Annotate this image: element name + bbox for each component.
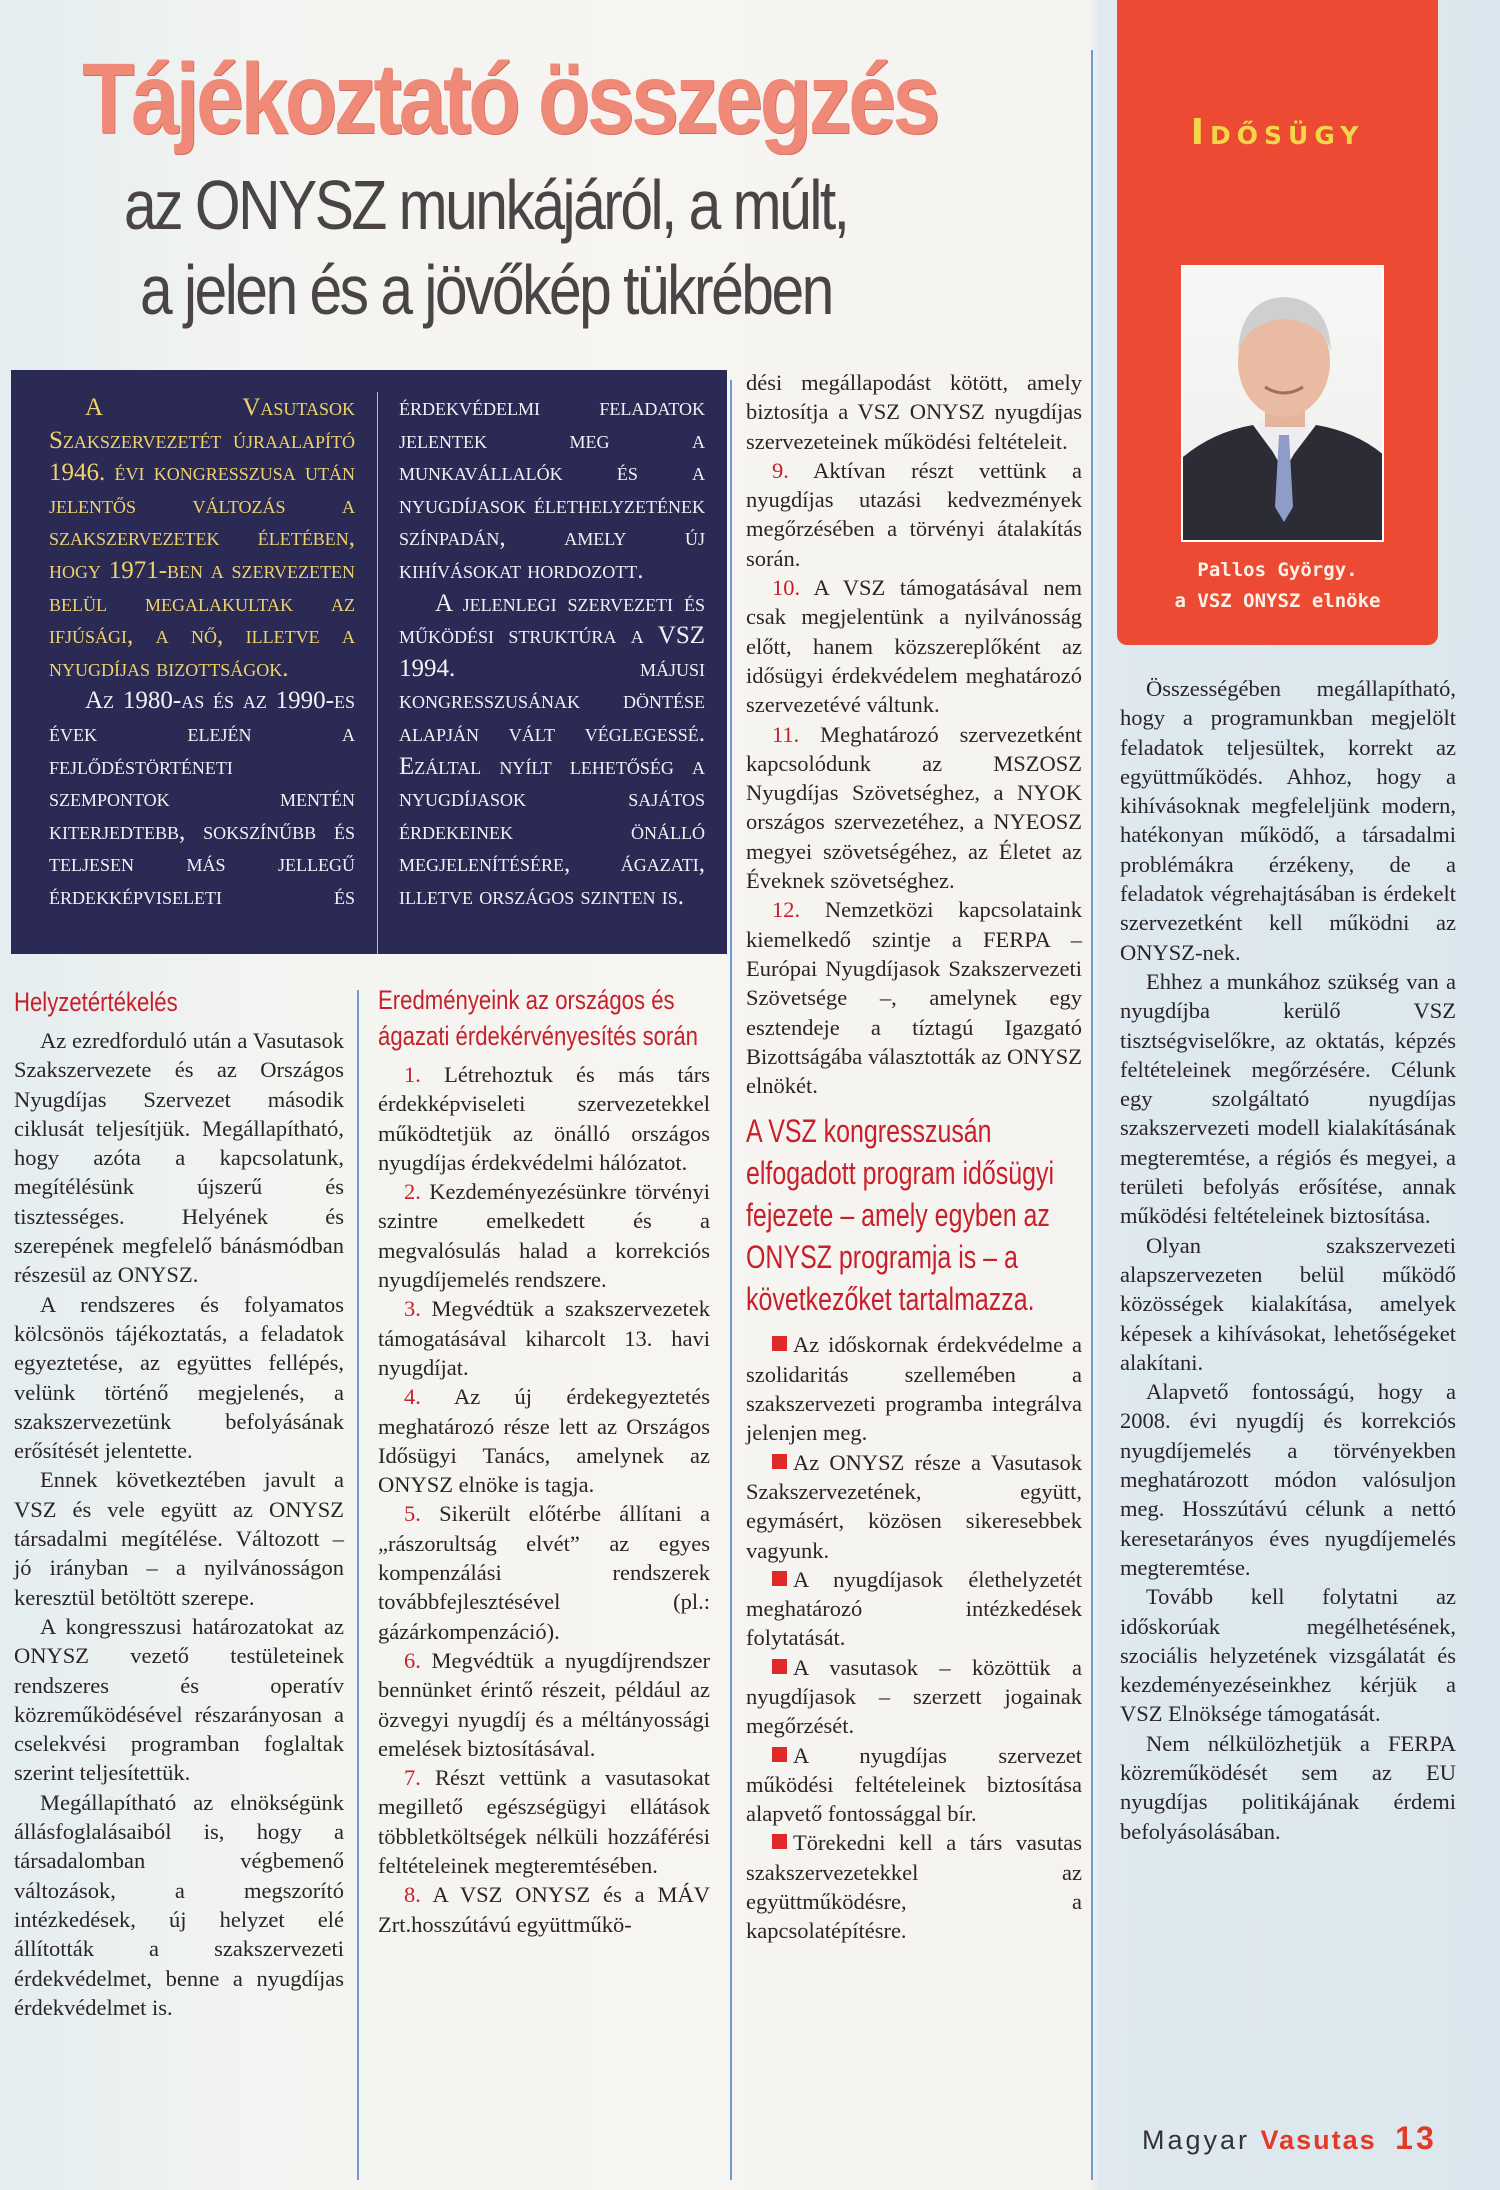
photo-caption [1117,555,1438,617]
list-item [746,720,1082,896]
item-number: 7. [404,1765,421,1791]
square-bullet-icon [772,1336,787,1351]
page-footer [1142,2120,1437,2157]
list-item [378,1880,710,1939]
list-item [746,573,1082,719]
magazine-name-prefix: Magyar [1142,2125,1251,2155]
item-text: Nemzetközi kapcsolataink kiemelkedő szintje a FERPA – Európai Nyugdíjasok Szakszervezeti Szövetsége –, amelynek egy esztendeje a tíztagú Igazgató Bizottságába választották az ONYSZ elnökét. [746,897,1082,1099]
intro-paragraph: A jelenlegi szervezeti és működési struktúra a VSZ 1994. májusi kongresszusának döntése alapján vált véglegessé. Ezáltal nyílt lehetőség a nyugdíjasok sajátos érdekeinek önálló megjelenítésére, ágazati, illetve országos szinten is. [399,589,705,910]
item-text: Megvédtük a nyugdíjrendszer bennünket érintő részeit, például az özvegyi nyugdíj és a méltányossági emelések biztosításával. [378,1647,711,1761]
item-text: Részt vettünk a vasutasokat megillető egészségügyi ellátások többletköltségek nélküli hozzáférési feltételeinek megteremtésében. [378,1765,710,1879]
caption-name: Pallos György. [1197,559,1358,581]
section-heading: Eredményeink az országos és ágazati érdekérvényesítés során [378,985,698,1051]
page-number: 13 [1395,2120,1437,2156]
paragraph: Olyan szakszervezeti alapszervezeten belül működő közösségek kialakítása, amelyek képesek a kihívásokat, lehetőségeket alakítani. [1120,1232,1456,1375]
list-item [378,1382,710,1499]
bullet-text: Az időskornak érdekvédelme a szolidaritás szellemében a szakszervezeti programba integrálva jelenjen meg. [746,1332,1082,1446]
item-text: A VSZ ONYSZ és a MÁV Zrt.hosszútávú együttműkö- [378,1882,711,1937]
item-text: Az új érdekegyeztetés meghatározó része lett az Országos Idősügyi Tanács, amelynek az ONYSZ elnöke is tagja. [378,1384,710,1498]
sidebar-rubric-box [1117,0,1438,645]
item-text: Létrehoztuk és más társ érdekképviseleti szervezetekkel működtetjük az önálló országos nyugdíjas érdekvédelmi hálózatot. [378,1062,711,1175]
paragraph: A kongresszusi határozatokat az ONYSZ vezető testületeinek rendszeres és operatív közreműködésével részarányosan a cselekvési programban foglaltak szerint teljesítettük. [14,1613,344,1786]
list-item [378,1646,710,1763]
column-2 [378,982,710,1939]
list-item [378,1499,710,1645]
item-text: A VSZ támogatásával nem csak megjelentünk a nyilvánosság előtt, hanem közszereplőként az idősügyi érdekvédelem meghatározó szervezetévé váltunk. [746,575,1082,718]
bullet-item [746,1448,1082,1565]
intro-paragraph: A Vasutasok Szakszervezetét újraalapító 1946. évi kongresszusa után jelentős változás a szakszervezetek életében, hogy 1971-ben a szervezeten belül megalakultak az ifjúsági, a nő, illetve a nyugdíjas bizottságok. [49,394,355,682]
article-title: Tájékoztató összegzés [82,43,937,155]
paragraph: Ennek következtében javult a VSZ és vele együtt az ONYSZ társadalmi megítélése. Változott – jó irányban – a nyilvánosságon keresztül betöltött szerepe. [14,1467,344,1610]
program-heading: A VSZ kongresszusán elfogadott program idősügyi fejezete – amely egyben az ONYSZ programja is – a következőket tartalmazza. [746,1113,1055,1318]
square-bullet-icon [772,1747,787,1762]
item-number: 6. [404,1647,421,1673]
bullet-item [746,1828,1082,1945]
bullet-text: A nyugdíjas szervezet működési feltételeinek biztosítása alapvető fontossággal bír. [746,1742,1082,1827]
list-item [378,1060,710,1177]
item-number: 1. [404,1062,421,1087]
bullet-item [746,1741,1082,1829]
paragraph: Tovább kell folytatni az időskorúak megélhetésének, szociális helyzetének vizsgálatát és kezdeményezéseinkhez kérjük a VSZ Elnöksége támogatását. [1120,1584,1456,1727]
column-divider [730,380,732,2180]
item-text: Meghatározó szervezetként kapcsolódunk az MSZOSZ Nyugdíjas Szövetséghez, a NYOK országos szervezetéhez, a NYEOSZ megyei szövetségéhez, az Életet az Éveknek szövetséghez. [746,721,1082,894]
paragraph: Összességében megállapítható, hogy a programunkban megjelölt feladatok teljesültek, korrekt az együttműködés. Ahhoz, hogy a kihívásoknak megfeleljünk modern, hatékonyan működő, a társadalmi problémákra érzékeny, de a feladatok végrehajtásában is érdekelt szervezetként kell működni az ONYSZ-nek. [1120,676,1456,965]
paragraph: Ehhez a munkához szükség van a nyugdíjba kerülő VSZ tisztségviselőkre, az oktatás, képzés feltételeinek megőrzésére. Célunk egy szolgáltató nyugdíjas szakszervezeti modell kialakításának megteremtése, a régiós és megyei, a területi befolyás erősítése, annak működési feltételeinek biztosítása. [1120,968,1456,1229]
item-text: Aktívan részt vettünk a nyugdíjas utazási kedvezmények megőrzésében a törvényi átalakítás során. [746,457,1083,571]
bullet-item [746,1653,1082,1741]
intro-paragraph: Az 1980-as és az 1990-es évek elején a fejlődéstörténeti szempontok mentén kiterjedtebb, sokszínűbb és teljesen más jellegű érdekképviseleti és érdekvédelmi feladatok jelentek meg a munkavállalók és a nyugdíjasok élethelyzetének színpadán, amely új kihívásokat hordozott. [49,394,705,910]
item-number: 8. [404,1882,421,1908]
paragraph: Alapvető fontosságú, hogy a 2008. évi nyugdíj és korrekciós nyugdíjemelés a törvényekben meghatározott módon valósuljon meg. Hosszútávú célunk a nettó keresetarányos éves nyugdíjemelés megteremtése. [1120,1379,1456,1580]
item-number: 9. [772,457,789,483]
item-number: 11. [772,721,800,747]
item-text: Kezdeményezésünkre törvényi szintre emelkedett és a megvalósulás halad a korrekciós nyugdíjemelés rendszere. [378,1179,710,1293]
bullet-text: Az ONYSZ része a Vasutasok Szakszervezetének, együtt, egymásért, közösen sikeresebbek vagyunk. [746,1449,1082,1563]
magazine-name: Vasutas [1260,2125,1377,2155]
square-bullet-icon [772,1659,787,1674]
square-bullet-icon [772,1834,787,1849]
section-heading: Helyzetértékelés [14,987,178,1017]
article-subtitle-line-2: a jelen és a jövőkép tükrében [140,251,832,329]
paragraph: Megállapítható az elnökségünk állásfoglalásaiból is, hogy a társadalomban végbemenő változások, a megszorító intézkedések, új helyzet elé állították a szakszervezeti érdekvédelmet, benne a nyugdíjas érdekvédelmet is. [14,1789,344,2020]
bullet-text: Törekedni kell a társ vasutas szakszervezetekkel az együttműködésre, a kapcsolatépítésre. [746,1830,1082,1944]
bullet-text: A nyugdíjasok élethelyzetét meghatározó intézkedések folytatását. [746,1566,1082,1651]
article-subtitle-line-1: az ONYSZ munkájáról, a múlt, [124,166,848,244]
item-number: 10. [772,575,801,601]
column-4 [1120,674,1456,1846]
paragraph: A rendszeres és folyamatos kölcsönös tájékoztatás, a feladatok egyeztetése, az együttes fellépés, velünk történő megjelenés, a szakszervezetünk befolyásának erősítését jelentette. [14,1291,344,1464]
item-number: 3. [404,1296,421,1322]
portrait-photo [1181,265,1384,542]
square-bullet-icon [772,1571,787,1586]
list-item [746,895,1082,1100]
item-text: Megvédtük a szakszervezetek támogatásával kiharcolt 13. havi nyugdíjat. [378,1296,711,1380]
paragraph: dési megállapodást kötött, amely biztosítja a VSZ ONYSZ nyugdíjas szervezeteinek működési feltételeit. [746,370,1082,454]
column-divider [357,990,359,2180]
list-item [378,1177,710,1294]
item-number: 4. [404,1384,421,1410]
paragraph: Az ezredforduló után a Vasutasok Szakszervezete és az Országos Nyugdíjas Szervezet második ciklusát teljesítjük. Megállapítható, hogy azóta a kapcsolatunk, megítélésünk újszerű és tisztességes. Helyének és szerepének megfelelő bánásmódban részesül az ONYSZ. [14,1028,344,1288]
item-number: 12. [772,897,801,923]
intro-box [11,370,727,954]
rubric-label: Idősügy [1190,112,1365,153]
column-divider [1091,50,1093,2180]
list-item [378,1294,710,1382]
item-text: Sikerült előtérbe állítani a „rászorultság elvét” az egyes kompenzálási rendszerek továbbfejlesztésével (pl.: gázárkompenzáció). [378,1501,711,1644]
bullet-text: A vasutasok – közöttük a nyugdíjasok – szerzett jogainak megőrzését. [746,1654,1082,1739]
caption-role: a VSZ ONYSZ elnöke [1174,590,1381,612]
bullet-item [746,1565,1082,1653]
bullet-item [746,1330,1082,1447]
paragraph: Nem nélkülözhetjük a FERPA közreműködését sem az EU nyugdíjas politikájának érdemi befolyásolásában. [1120,1730,1456,1844]
square-bullet-icon [772,1454,787,1469]
item-number: 5. [404,1501,421,1527]
list-item [746,456,1082,573]
column-1 [14,984,344,2022]
list-item [378,1763,710,1880]
column-3 [746,368,1082,1946]
item-number: 2. [404,1179,421,1205]
